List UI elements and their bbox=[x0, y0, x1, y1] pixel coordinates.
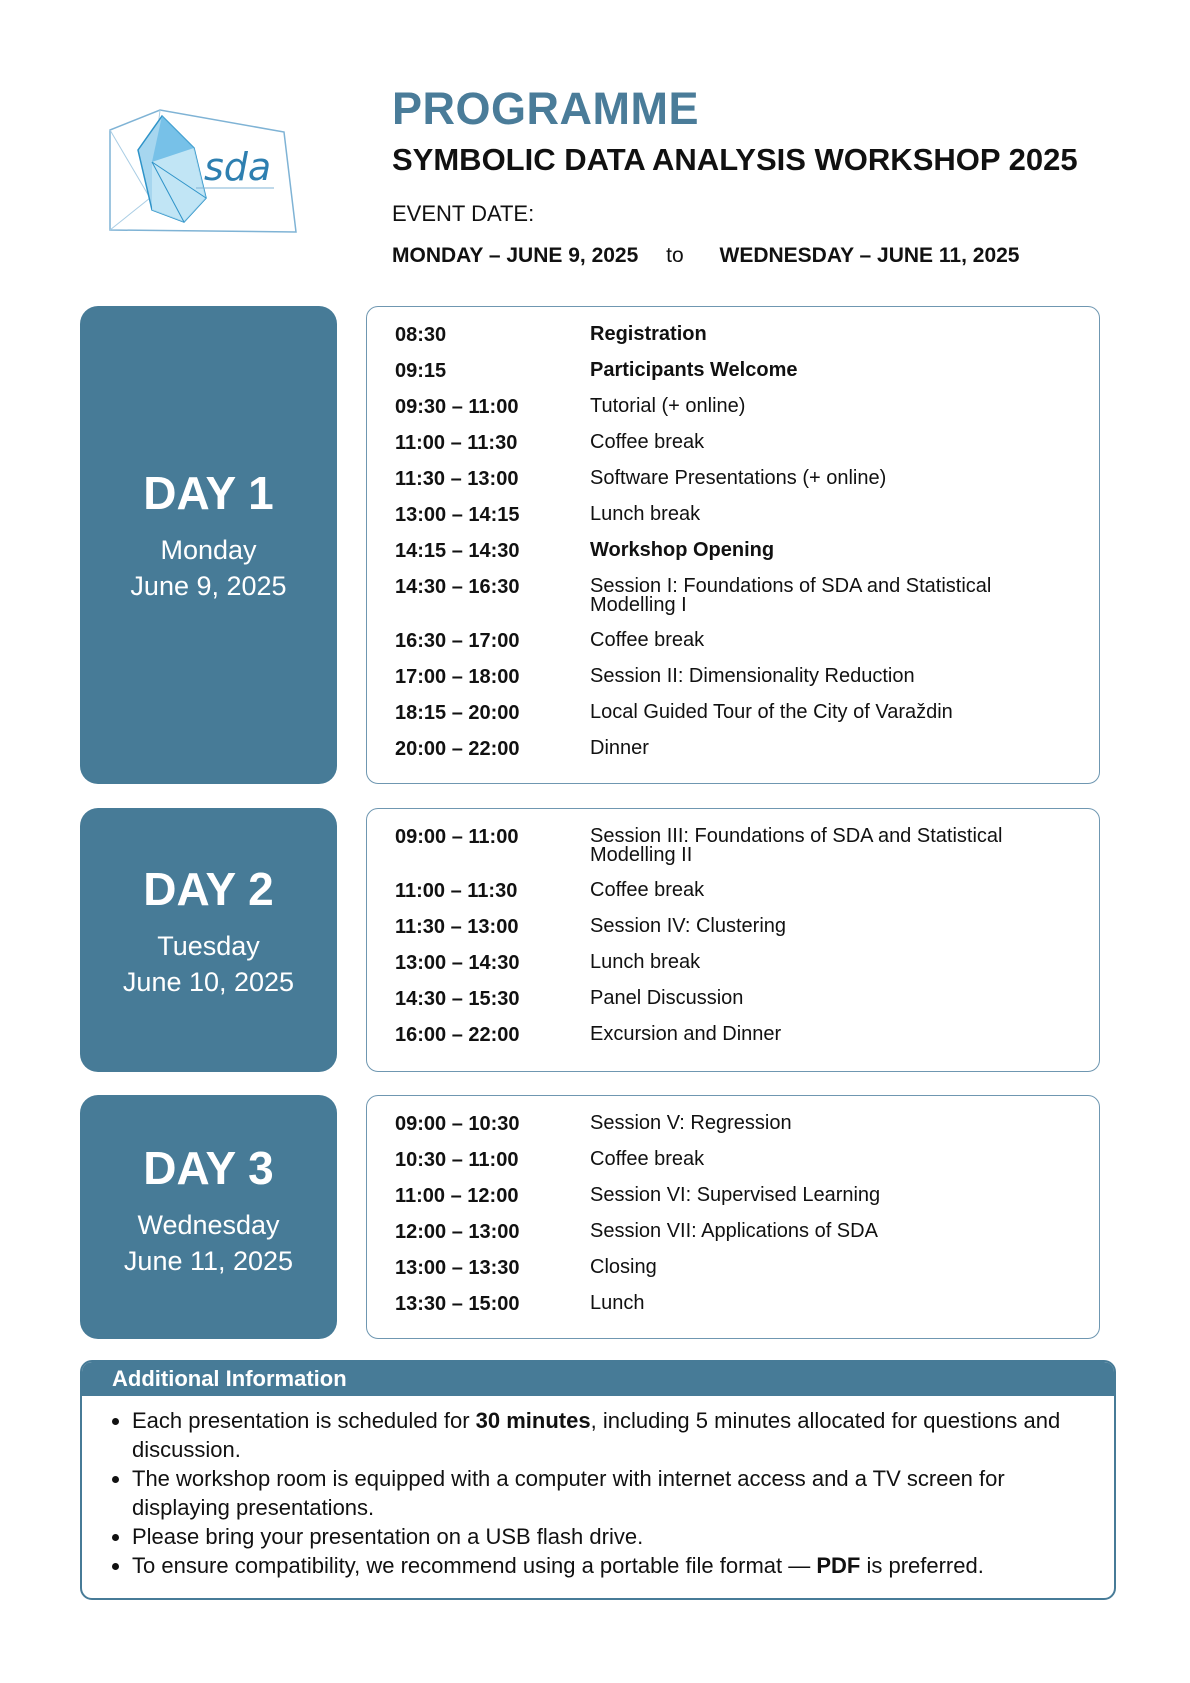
schedule-row bbox=[395, 1218, 1079, 1254]
schedule-time: 14:30 – 16:30 bbox=[395, 576, 520, 598]
schedule-row bbox=[395, 823, 1079, 877]
schedule-time: 10:30 – 11:00 bbox=[395, 1149, 519, 1171]
schedule-row bbox=[395, 627, 1079, 663]
schedule-activity: Lunch break bbox=[590, 951, 701, 973]
day-weekday: Monday bbox=[160, 535, 257, 565]
schedule-time: 13:00 – 13:30 bbox=[395, 1257, 520, 1279]
day-title: DAY 3 bbox=[143, 1142, 274, 1194]
schedule-time: 16:00 – 22:00 bbox=[395, 1024, 520, 1046]
schedule-row bbox=[395, 877, 1079, 913]
schedule-activity: Tutorial (+ online) bbox=[590, 395, 746, 417]
day-date: June 10, 2025 bbox=[122, 967, 295, 997]
schedule-row bbox=[395, 699, 1079, 735]
schedule-row bbox=[395, 663, 1079, 699]
info-bullet bbox=[132, 1551, 1092, 1580]
day-weekday: Wednesday bbox=[137, 1210, 280, 1240]
schedule-row bbox=[395, 465, 1079, 501]
info-bullet-emphasis: PDF bbox=[816, 1553, 861, 1578]
schedule-day-3 bbox=[366, 1095, 1100, 1339]
schedule-activity: Coffee break bbox=[590, 879, 705, 901]
schedule-activity: Coffee break bbox=[590, 629, 705, 651]
day-date: June 11, 2025 bbox=[123, 1246, 294, 1276]
schedule-time: 08:30 bbox=[395, 324, 447, 346]
schedule-row bbox=[395, 1290, 1079, 1326]
info-bullet bbox=[132, 1406, 1092, 1464]
schedule-time: 20:00 – 22:00 bbox=[395, 738, 520, 760]
schedule-activity: Coffee break bbox=[590, 431, 705, 453]
schedule-time: 16:30 – 17:00 bbox=[395, 630, 520, 652]
schedule-activity: Software Presentations (+ online) bbox=[590, 467, 887, 489]
schedule-time: 12:00 – 13:00 bbox=[395, 1221, 520, 1243]
schedule-activity: Lunch break bbox=[590, 503, 701, 525]
info-bullet bbox=[132, 1522, 1092, 1551]
info-bullet-text: is preferred. bbox=[860, 1553, 984, 1578]
schedule-time: 13:00 – 14:30 bbox=[395, 952, 520, 974]
day-title: DAY 1 bbox=[143, 467, 274, 519]
schedule-row bbox=[395, 1254, 1079, 1290]
info-bullet-emphasis: 30 minutes bbox=[475, 1408, 591, 1433]
info-bullet-text: To ensure compatibility, we recommend using a portable file format — bbox=[132, 1553, 817, 1578]
schedule-row bbox=[395, 357, 1079, 393]
schedule-row bbox=[395, 735, 1079, 771]
schedule-row bbox=[395, 393, 1079, 429]
sda-logo bbox=[106, 108, 316, 240]
additional-info-box bbox=[80, 1360, 1116, 1600]
schedule-time: 14:15 – 14:30 bbox=[395, 540, 520, 562]
day-title: DAY 2 bbox=[143, 863, 274, 915]
schedule-row bbox=[395, 429, 1079, 465]
additional-info-heading: Additional Information bbox=[82, 1362, 1114, 1396]
event-end-date: WEDNESDAY – JUNE 11, 2025 bbox=[719, 244, 1020, 267]
schedule-row bbox=[395, 501, 1079, 537]
schedule-activity: Participants Welcome bbox=[590, 359, 798, 381]
schedule-activity: Session III: Foundations of SDA and Statistical Modelling II bbox=[590, 825, 1003, 866]
schedule-activity: Dinner bbox=[590, 737, 649, 759]
schedule-row bbox=[395, 1146, 1079, 1182]
event-dates bbox=[392, 242, 1132, 270]
schedule-time: 11:30 – 13:00 bbox=[395, 468, 519, 490]
schedule-time: 13:30 – 15:00 bbox=[395, 1293, 520, 1315]
schedule-day-1 bbox=[366, 306, 1100, 784]
schedule-time: 11:00 – 11:30 bbox=[395, 880, 518, 902]
event-to: to bbox=[666, 244, 684, 267]
day-date: June 9, 2025 bbox=[130, 571, 287, 601]
schedule-row bbox=[395, 321, 1079, 357]
schedule-activity: Workshop Opening bbox=[590, 539, 775, 561]
info-bullet-text: Each presentation is scheduled for bbox=[132, 1408, 476, 1433]
info-bullet-text: , including 5 minutes allocated for questions and discussion. bbox=[132, 1408, 1061, 1462]
schedule-row bbox=[395, 949, 1079, 985]
logo-text: sda bbox=[204, 145, 272, 189]
info-bullet bbox=[132, 1464, 1092, 1522]
schedule-row bbox=[395, 573, 1079, 627]
schedule-activity: Coffee break bbox=[590, 1148, 705, 1170]
schedule-time: 11:00 – 12:00 bbox=[395, 1185, 519, 1207]
schedule-time: 11:30 – 13:00 bbox=[395, 916, 519, 938]
schedule-activity: Session V: Regression bbox=[590, 1112, 792, 1134]
day-card-3 bbox=[80, 1095, 337, 1339]
schedule-row bbox=[395, 985, 1079, 1021]
schedule-activity: Session IV: Clustering bbox=[590, 915, 787, 937]
schedule-time: 13:00 – 14:15 bbox=[395, 504, 520, 526]
schedule-activity: Local Guided Tour of the City of Varaždin bbox=[590, 701, 953, 723]
schedule-activity: Excursion and Dinner bbox=[590, 1023, 782, 1045]
schedule-activity: Session VI: Supervised Learning bbox=[590, 1184, 881, 1206]
schedule-time: 14:30 – 15:30 bbox=[395, 988, 520, 1010]
schedule-time: 17:00 – 18:00 bbox=[395, 666, 520, 688]
info-bullet-text: The workshop room is equipped with a computer with internet access and a TV screen for displaying presentations. bbox=[132, 1466, 1005, 1520]
schedule-activity: Session VII: Applications of SDA bbox=[590, 1220, 878, 1242]
schedule-time: 09:00 – 11:00 bbox=[395, 826, 519, 848]
schedule-time: 09:15 bbox=[395, 360, 447, 382]
schedule-time: 11:00 – 11:30 bbox=[395, 432, 518, 454]
schedule-row bbox=[395, 537, 1079, 573]
page-title: PROGRAMME bbox=[392, 83, 699, 134]
schedule-row bbox=[395, 1110, 1079, 1146]
schedule-activity: Closing bbox=[590, 1256, 657, 1278]
day-card-1 bbox=[80, 306, 337, 784]
day-card-2 bbox=[80, 808, 337, 1072]
schedule-activity: Session I: Foundations of SDA and Statistical Modelling I bbox=[590, 575, 992, 616]
event-start-date: MONDAY – JUNE 9, 2025 bbox=[392, 244, 639, 267]
event-date-label: EVENT DATE: bbox=[392, 201, 535, 226]
schedule-time: 09:30 – 11:00 bbox=[395, 396, 519, 418]
schedule-activity: Lunch bbox=[590, 1292, 645, 1314]
schedule-row bbox=[395, 913, 1079, 949]
schedule-row bbox=[395, 1182, 1079, 1218]
header bbox=[392, 82, 1132, 270]
event-subtitle: SYMBOLIC DATA ANALYSIS WORKSHOP 2025 bbox=[392, 142, 1078, 177]
schedule-activity: Panel Discussion bbox=[590, 987, 744, 1009]
info-bullet-text: Please bring your presentation on a USB flash drive. bbox=[132, 1524, 644, 1549]
schedule-activity: Session II: Dimensionality Reduction bbox=[590, 665, 915, 687]
schedule-day-2 bbox=[366, 808, 1100, 1072]
schedule-time: 09:00 – 10:30 bbox=[395, 1113, 520, 1135]
day-weekday: Tuesday bbox=[157, 931, 260, 961]
additional-info-list bbox=[82, 1406, 1114, 1580]
schedule-time: 18:15 – 20:00 bbox=[395, 702, 520, 724]
schedule-activity: Registration bbox=[590, 323, 707, 345]
schedule-row bbox=[395, 1021, 1079, 1057]
